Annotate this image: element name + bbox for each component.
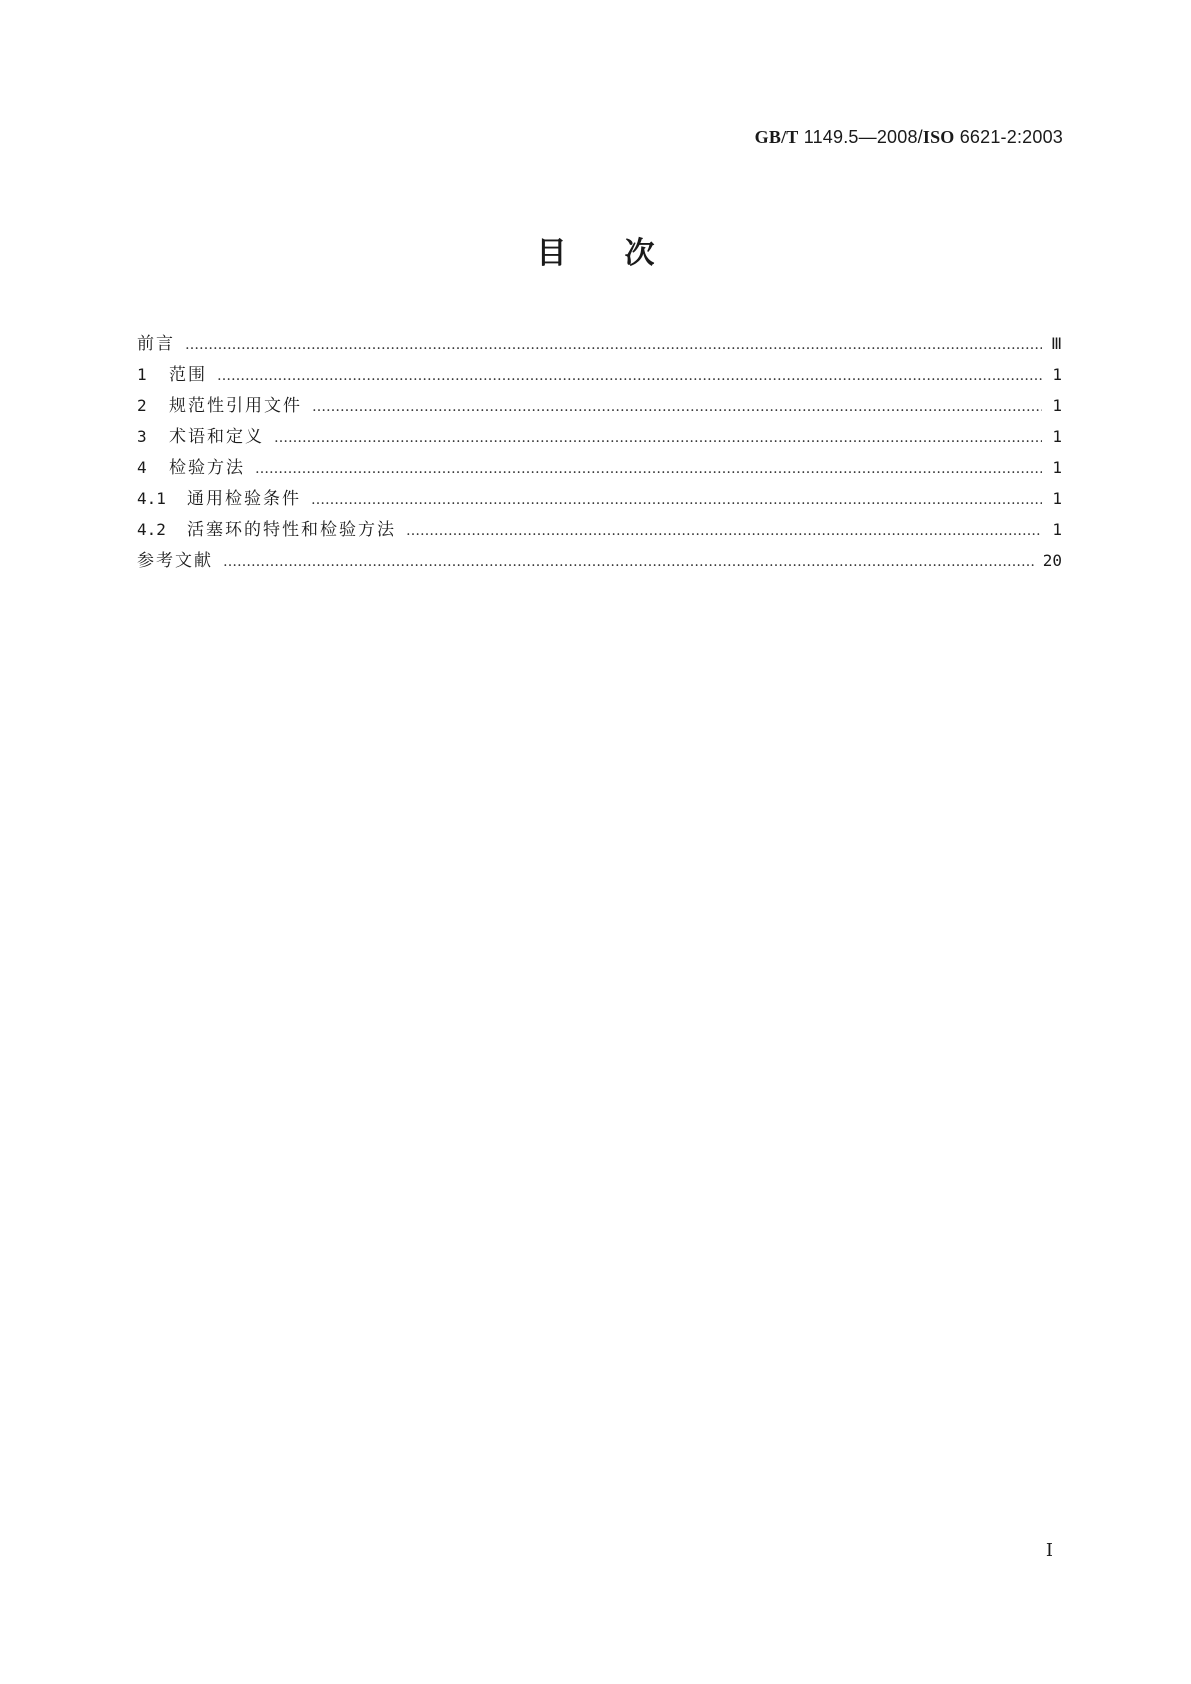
- toc-entry-test-methods[interactable]: [137, 453, 1062, 484]
- toc-entry-normative-references[interactable]: [137, 391, 1062, 422]
- toc-entry-scope[interactable]: [137, 360, 1062, 391]
- toc-leader-dots: [311, 492, 1042, 508]
- standard-code: [755, 127, 1063, 148]
- toc-entry-number: 4.1: [137, 489, 166, 508]
- iso-prefix: ISO: [922, 127, 955, 147]
- toc-entry-page: 1: [1052, 520, 1062, 539]
- toc-entry-label: 前言: [137, 334, 175, 354]
- toc-leader-dots: [255, 461, 1042, 477]
- toc-entry-label: 活塞环的特性和检验方法: [187, 520, 396, 540]
- toc-entry-page: 1: [1052, 489, 1062, 508]
- standard-code-number: 1149.5—2008/: [798, 127, 923, 147]
- toc-entry-terms-definitions[interactable]: [137, 422, 1062, 453]
- toc-leader-dots: [274, 430, 1042, 446]
- toc-entry-bibliography[interactable]: [137, 546, 1062, 577]
- toc-entry-piston-ring-characteristics[interactable]: [137, 515, 1062, 546]
- toc-entry-number: 4.2: [137, 520, 166, 539]
- toc-entry-page: Ⅲ: [1050, 334, 1062, 353]
- toc-leader-dots: [185, 337, 1042, 353]
- toc-leader-dots: [217, 368, 1042, 384]
- toc-entry-page: 20: [1042, 551, 1062, 570]
- toc-entry-label: 参考文献: [137, 551, 213, 571]
- page-title: 目次: [536, 236, 713, 271]
- page-number: Ⅰ: [1045, 1540, 1053, 1560]
- toc-entry-label: 规范性引用文件: [169, 396, 302, 416]
- toc-entry-number: 4: [137, 458, 147, 477]
- standard-code-prefix: GB/T: [754, 127, 799, 147]
- toc-entry-page: 1: [1052, 427, 1062, 446]
- toc-entry-label: 通用检验条件: [187, 489, 301, 509]
- toc-leader-dots: [312, 399, 1042, 415]
- toc-entry-number: 2: [137, 396, 147, 415]
- toc-leader-dots: [223, 554, 1035, 570]
- toc-entry-page: 1: [1052, 458, 1062, 477]
- iso-number: 6621-2:2003: [954, 127, 1063, 147]
- toc-entry-label: 检验方法: [169, 458, 245, 478]
- toc-entry-general-test-conditions[interactable]: [137, 484, 1062, 515]
- toc-leader-dots: [406, 523, 1042, 539]
- toc-entry-number: 1: [137, 365, 147, 384]
- table-of-contents: [137, 329, 1062, 577]
- toc-entry-label: 范围: [169, 365, 207, 385]
- toc-entry-foreword[interactable]: [137, 329, 1062, 360]
- toc-entry-page: 1: [1052, 365, 1062, 384]
- toc-entry-number: 3: [137, 427, 147, 446]
- toc-entry-label: 术语和定义: [169, 427, 264, 447]
- toc-entry-page: 1: [1052, 396, 1062, 415]
